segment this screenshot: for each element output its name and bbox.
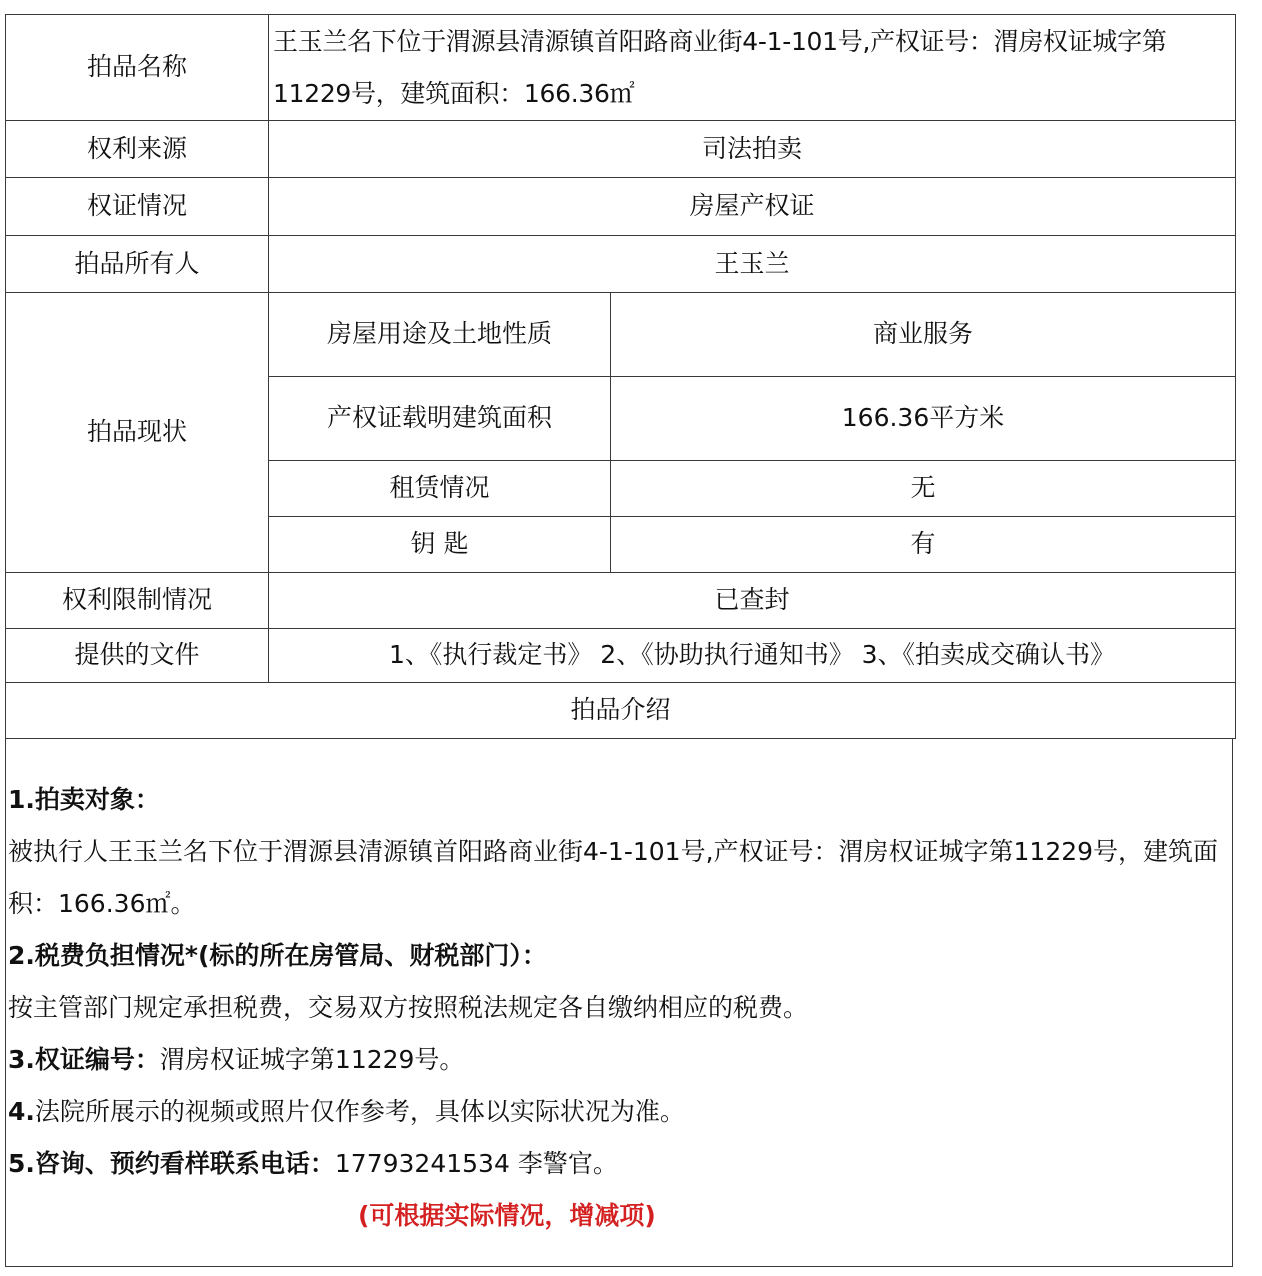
documents-label: 提供的文件 bbox=[6, 629, 269, 683]
owner-label: 拍品所有人 bbox=[6, 236, 269, 293]
row-item-name bbox=[6, 15, 1236, 121]
intro-item-4: 4.法院所展示的视频或照片仅作参考，具体以实际状况为准。 bbox=[8, 1097, 685, 1126]
intro-item-2-title: 2.税费负担情况*(标的所在房管局、财税部门）： bbox=[8, 941, 547, 970]
row-owner bbox=[6, 236, 1236, 293]
cert-status-value: 房屋产权证 bbox=[269, 178, 1236, 236]
item-name-label: 拍品名称 bbox=[6, 15, 269, 121]
row-intro-header bbox=[6, 683, 1236, 739]
row-rights-source bbox=[6, 121, 1236, 178]
intro-item-5: 5.咨询、预约看样联系电话：17793241534 李警官。 bbox=[8, 1149, 618, 1178]
restriction-label: 权利限制情况 bbox=[6, 573, 269, 629]
restriction-value: 已查封 bbox=[269, 573, 1236, 629]
rights-source-value: 司法拍卖 bbox=[269, 121, 1236, 178]
auction-info-table bbox=[5, 14, 1236, 739]
row-cert-status bbox=[6, 178, 1236, 236]
intro-item-1-title: 1.拍卖对象： bbox=[8, 785, 160, 814]
usage-value: 商业服务 bbox=[611, 293, 1236, 377]
owner-value: 王玉兰 bbox=[269, 236, 1236, 293]
intro-item-2-text: 按主管部门规定承担税费，交易双方按照税法规定各自缴纳相应的税费。 bbox=[8, 993, 809, 1022]
row-status-usage bbox=[6, 293, 1236, 377]
key-value: 有 bbox=[611, 517, 1236, 573]
lease-value: 无 bbox=[611, 461, 1236, 517]
usage-label: 房屋用途及土地性质 bbox=[269, 293, 611, 377]
documents-value: 1、《执行裁定书》 2、《协助执行通知书》 3、《拍卖成交确认书》 bbox=[269, 629, 1236, 683]
intro-item-1-text: 被执行人王玉兰名下位于渭源县清源镇首阳路商业街4-1-101号,产权证号：渭房权证城字第11229号，建筑面积：166.36㎡。 bbox=[8, 837, 1219, 918]
row-documents bbox=[6, 629, 1236, 683]
area-value: 166.36平方米 bbox=[611, 377, 1236, 461]
intro-section bbox=[8, 774, 1228, 1242]
intro-note: (可根据实际情况，增减项) bbox=[358, 1201, 656, 1230]
lease-label: 租赁情况 bbox=[269, 461, 611, 517]
row-restriction bbox=[6, 573, 1236, 629]
area-label: 产权证载明建筑面积 bbox=[269, 377, 611, 461]
intro-item-3: 3.权证编号：渭房权证城字第11229号。 bbox=[8, 1045, 465, 1074]
item-status-label: 拍品现状 bbox=[6, 293, 269, 573]
cert-status-label: 权证情况 bbox=[6, 178, 269, 236]
rights-source-label: 权利来源 bbox=[6, 121, 269, 178]
item-name-value: 王玉兰名下位于渭源县清源镇首阳路商业街4-1-101号,产权证号：渭房权证城字第11229号，建筑面积：166.36㎡ bbox=[269, 15, 1236, 121]
key-label: 钥 匙 bbox=[269, 517, 611, 573]
intro-header: 拍品介绍 bbox=[6, 683, 1236, 739]
